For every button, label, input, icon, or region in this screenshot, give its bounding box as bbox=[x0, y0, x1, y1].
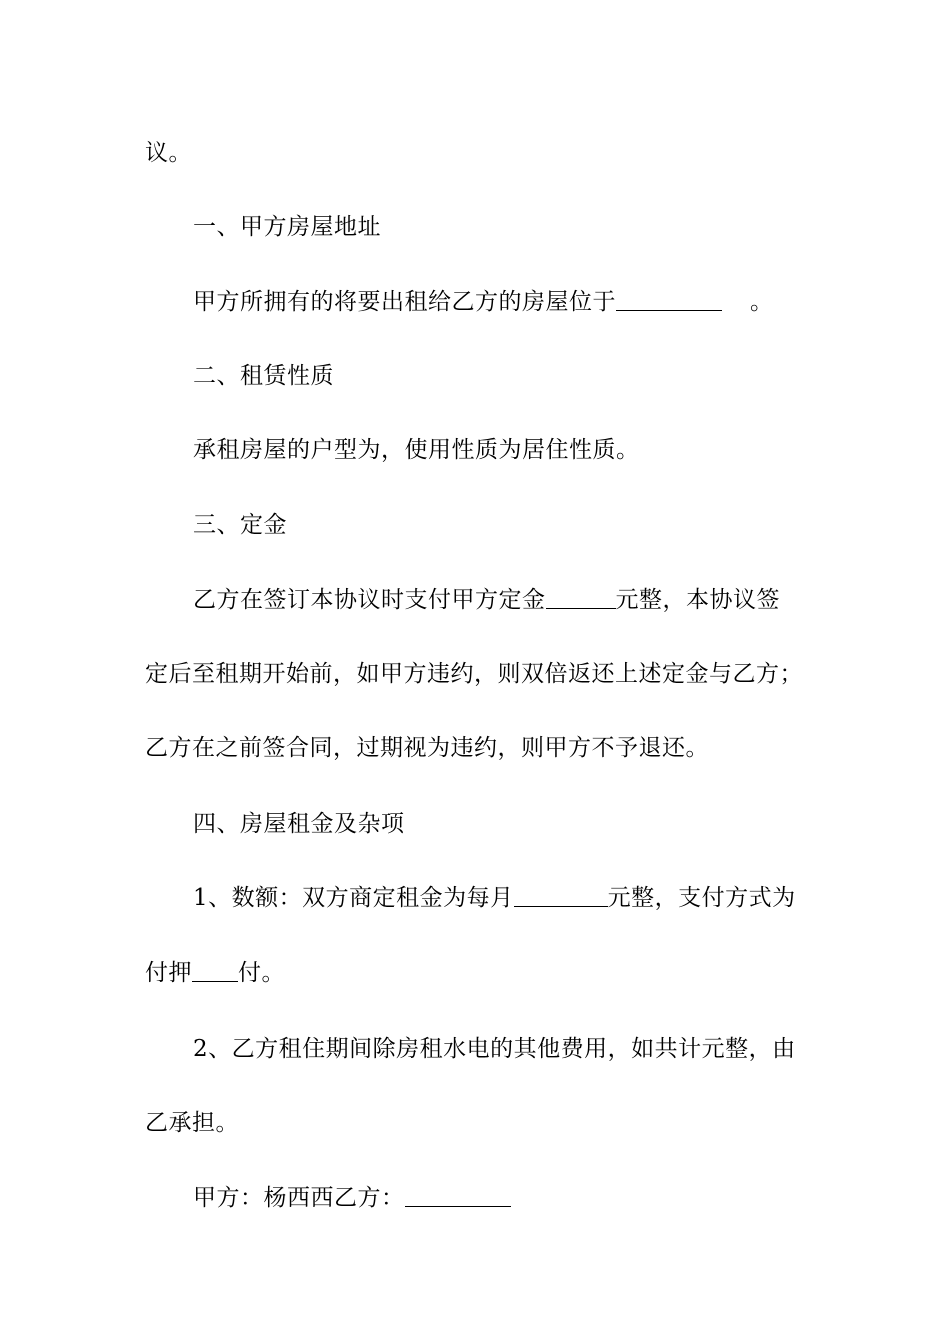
rent-item-1 bbox=[193, 882, 883, 914]
payment-text: 付押 bbox=[145, 960, 192, 986]
section-heading-address: 一、甲方房屋地址 bbox=[193, 214, 381, 240]
text-line: 议。 bbox=[145, 140, 192, 166]
rent-text: 1、数额：双方商定租金为每月 bbox=[193, 885, 514, 911]
party-b-signature-blank bbox=[405, 1184, 511, 1207]
rent-item-2-cont: 乙承担。 bbox=[145, 1110, 239, 1136]
deposit-text-after: 元整，本协议签 bbox=[615, 587, 780, 613]
rent-text-after: 元整，支付方式为 bbox=[607, 885, 796, 911]
address-text: 甲方所拥有的将要出租给乙方的房屋位于 bbox=[193, 289, 616, 315]
address-blank bbox=[616, 288, 722, 311]
deposit-paragraph-cont: 定后至租期开始前，如甲方违约，则双倍返还上述定金与乙方； bbox=[145, 661, 803, 687]
address-period: 。 bbox=[750, 289, 774, 315]
section-heading-rent: 四、房屋租金及杂项 bbox=[193, 811, 405, 837]
deposit-paragraph-cont: 乙方在之前签合同，过期视为违约，则甲方不予退还。 bbox=[145, 735, 709, 761]
rent-item-2: 2、乙方租住期间除房租水电的其他费用，如共计元整，由 bbox=[193, 1036, 796, 1062]
section-heading-nature: 二、租赁性质 bbox=[193, 363, 334, 389]
section-heading-deposit: 三、定金 bbox=[193, 512, 287, 538]
deposit-amount-blank bbox=[546, 586, 616, 609]
signature-line bbox=[193, 1182, 883, 1214]
deposit-text: 乙方在签订本协议时支付甲方定金 bbox=[193, 587, 546, 613]
payment-blank bbox=[192, 959, 238, 982]
rent-item-1-cont bbox=[145, 957, 835, 989]
rent-amount-blank bbox=[514, 884, 608, 907]
deposit-paragraph bbox=[193, 584, 883, 616]
signature-text: 甲方：杨西西乙方： bbox=[193, 1185, 405, 1211]
payment-text-after: 付。 bbox=[238, 960, 285, 986]
address-paragraph bbox=[193, 286, 883, 318]
nature-paragraph: 承租房屋的户型为，使用性质为居住性质。 bbox=[193, 437, 640, 463]
